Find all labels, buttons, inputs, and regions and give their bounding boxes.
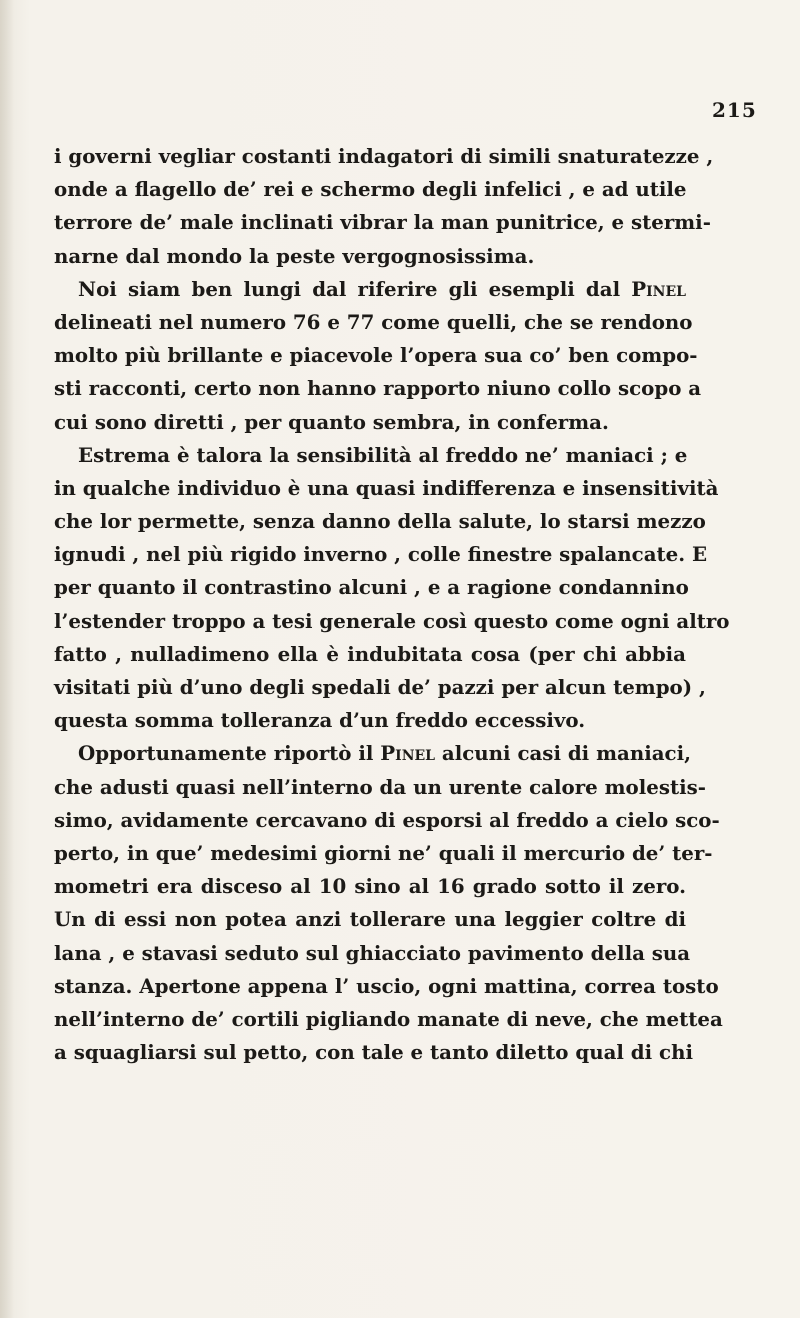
text-line: terrore de’ male inclinati vibrar la man punitrice, e stermi- xyxy=(54,210,711,235)
text-line: questa somma tolleranza d’un freddo eccessivo. xyxy=(54,708,586,733)
text-line: narne dal mondo la peste vergognosissima. xyxy=(54,243,535,268)
text-line: Noi siam ben lungi dal riferire gli esempli dal Pinel xyxy=(78,276,686,301)
text-line: Estrema è talora la sensibilità al freddo ne’ maniaci ; e xyxy=(78,442,688,467)
text-line: perto, in que’ medesimi giorni ne’ quali il mercurio de’ ter- xyxy=(54,840,713,865)
text-line: che lor permette, senza danno della salute, lo starsi mezzo xyxy=(54,509,706,534)
text-line: visitati più d’uno degli spedali de’ pazzi per alcun tempo) , xyxy=(54,675,706,699)
text-line: onde a flagello de’ rei e schermo degli infelici , e ad utile xyxy=(54,177,687,202)
text-line: fatto , nulladimeno ella è indubitata cosa (per chi abbia xyxy=(54,641,686,666)
text-line: l’estender troppo a tesi generale così questo come ogni altro xyxy=(54,608,730,633)
page-number: 215 xyxy=(712,98,757,122)
binding-shadow xyxy=(0,0,14,1318)
text-line: i governi vegliar costanti indagatori di simili snaturatezze , xyxy=(54,144,714,168)
text-line: mometri era disceso al 10 sino al 16 grado sotto il zero. xyxy=(54,874,686,899)
body-text xyxy=(54,140,730,1069)
text-line: per quanto il contrastino alcuni , e a ragione condannino xyxy=(54,575,689,600)
text-line: nell’interno de’ cortili pigliando manate di neve, che mettea xyxy=(54,1006,723,1031)
text-line: Opportunamente riportò il Pinel alcuni casi di maniaci, xyxy=(78,741,691,766)
text-line: simo, avidamente cercavano di esporsi al freddo a cielo sco- xyxy=(54,807,720,832)
text-line: delineati nel numero 76 e 77 come quelli, che se rendono xyxy=(54,309,693,334)
text-line: molto più brillante e piacevole l’opera sua co’ ben compo- xyxy=(54,343,698,368)
text-line: cui sono diretti , per quanto sembra, in conferma. xyxy=(54,409,609,434)
text-line: in qualche individuo è una quasi indifferenza e insensitività xyxy=(54,475,719,500)
text-line: a squagliarsi sul petto, con tale e tanto diletto qual di chi xyxy=(54,1040,693,1065)
text-line: sti racconti, certo non hanno rapporto niuno collo scopo a xyxy=(54,376,702,401)
text-line: che adusti quasi nell’interno da un urente calore molestis- xyxy=(54,774,706,799)
text-line: lana , e stavasi seduto sul ghiacciato pavimento della sua xyxy=(54,940,691,965)
text-line: stanza. Apertone appena l’ uscio, ogni mattina, correa tosto xyxy=(54,973,719,998)
text-line: ignudi , nel più rigido inverno , colle finestre spalancate. E xyxy=(54,542,708,567)
text-line: Un di essi non potea anzi tollerare una leggier coltre di xyxy=(54,907,686,932)
